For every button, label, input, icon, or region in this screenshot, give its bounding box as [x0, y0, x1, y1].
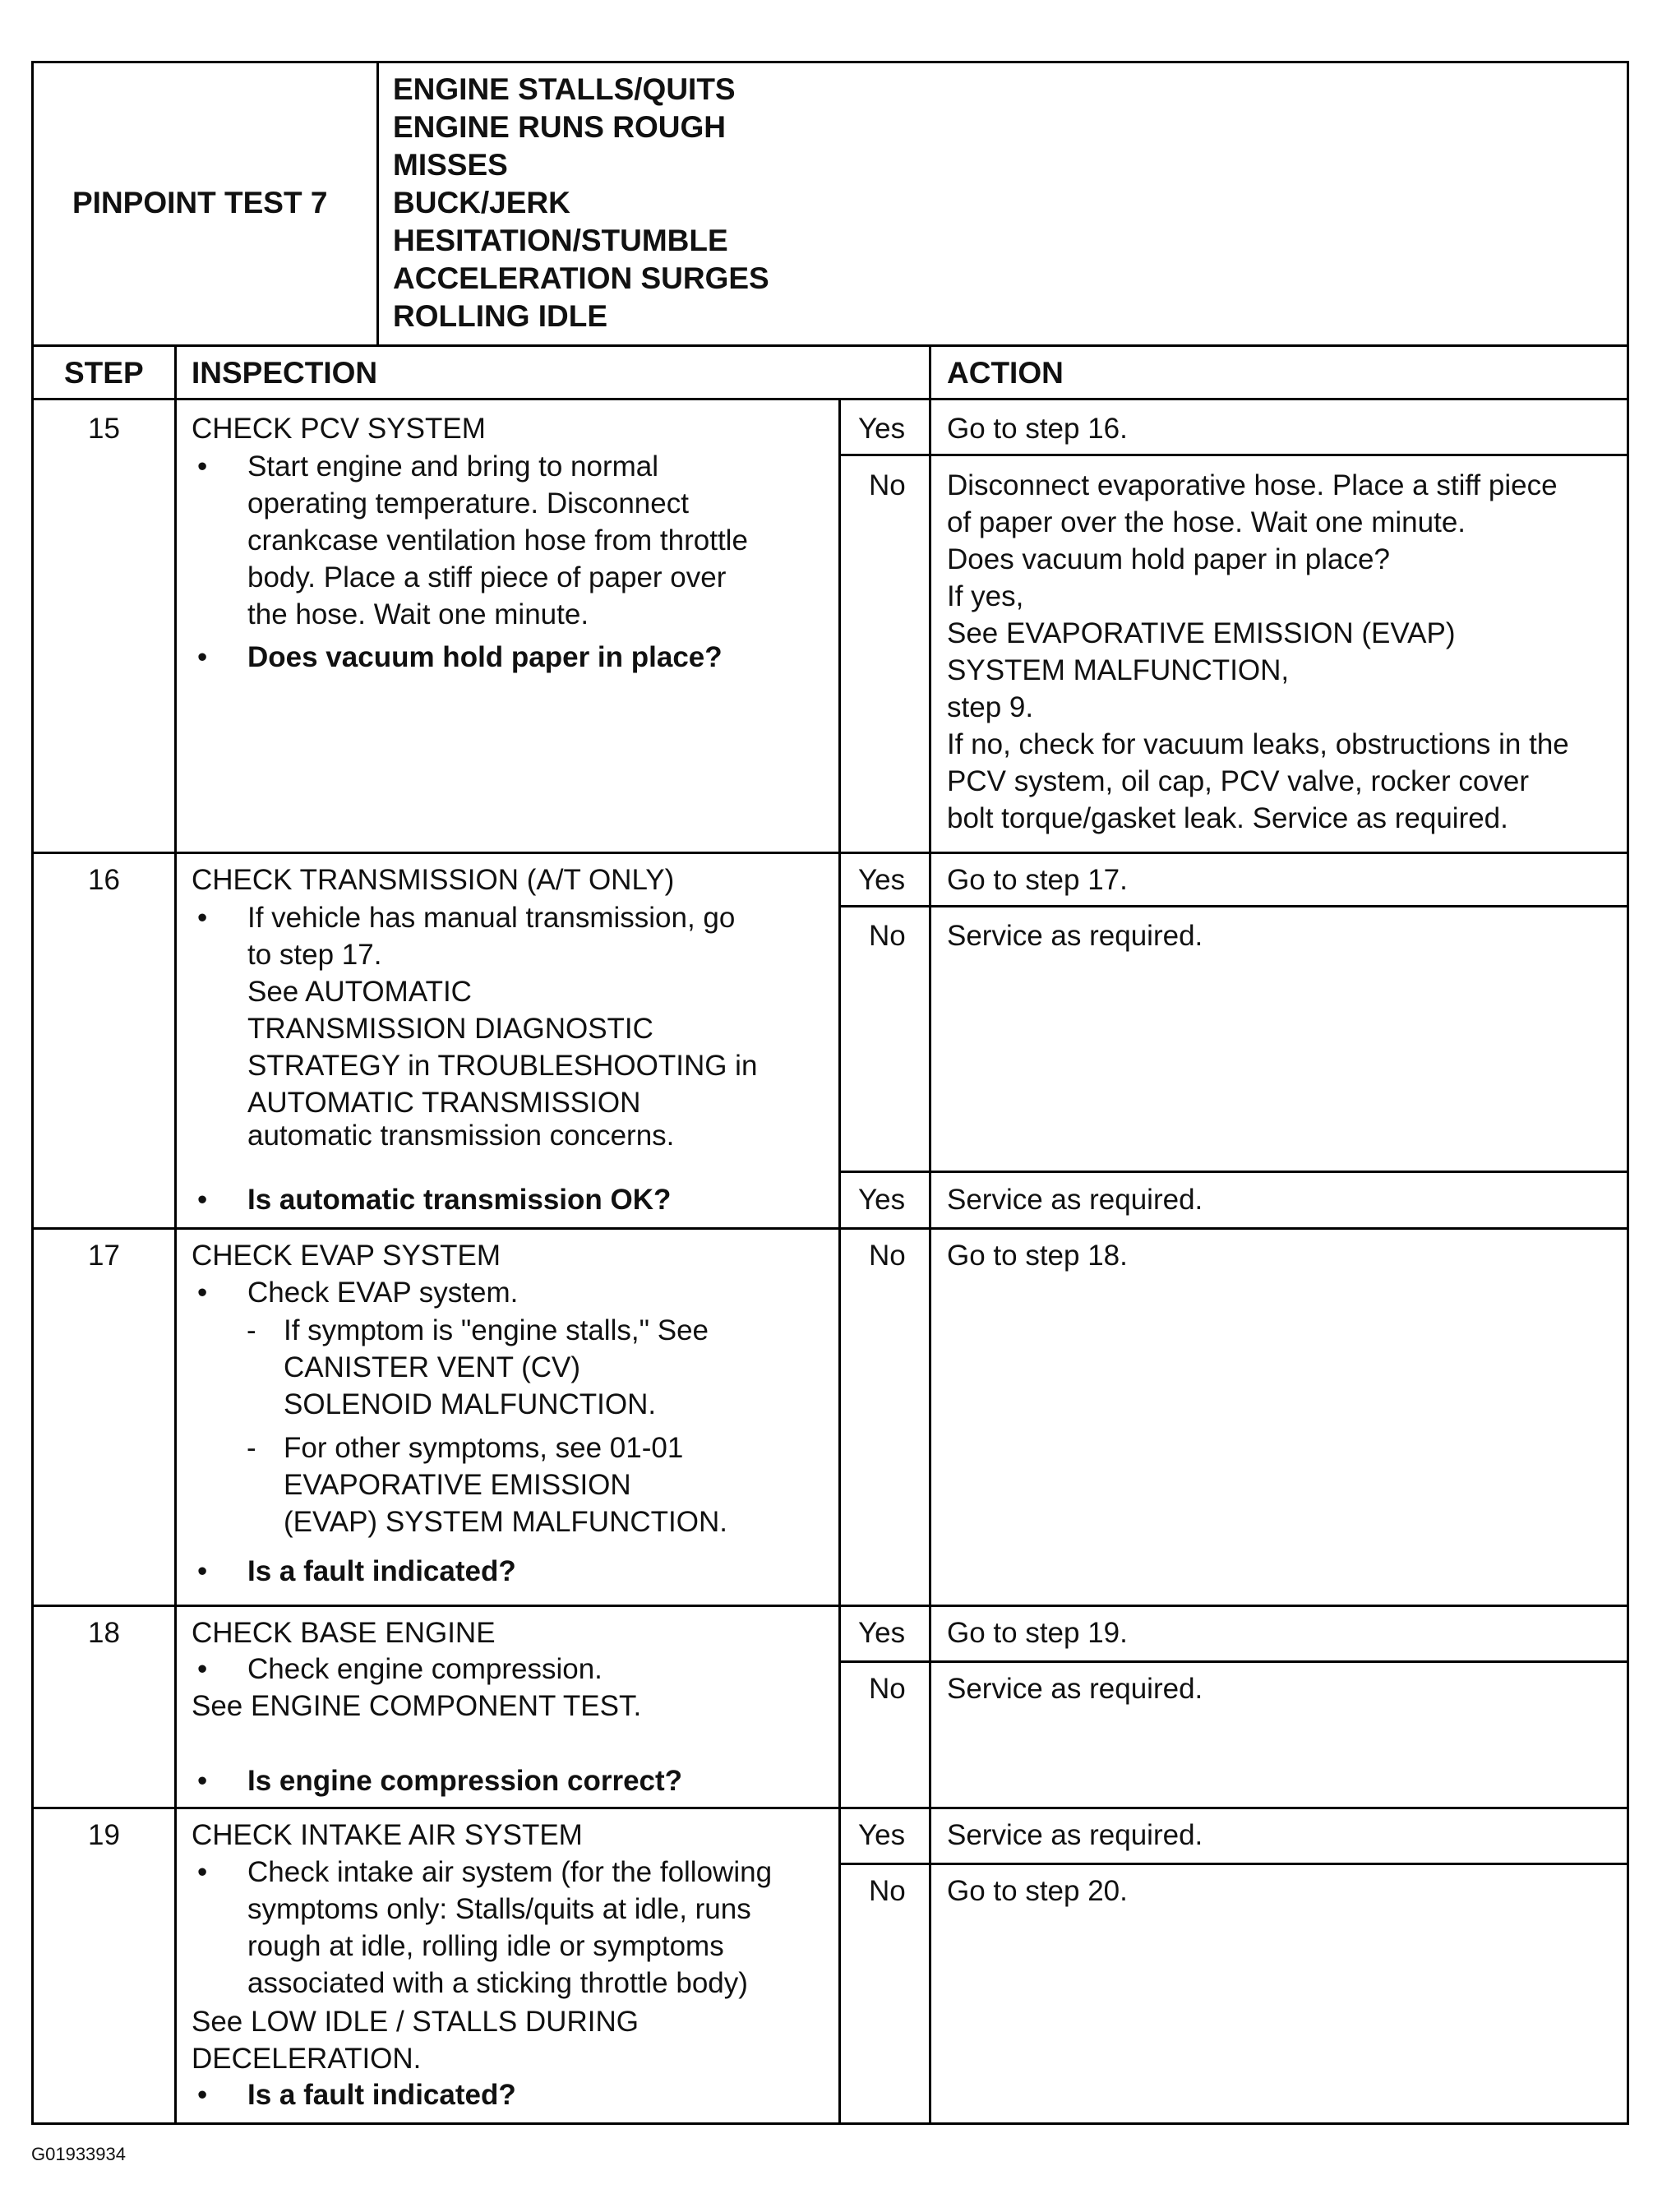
instruction-line: See AUTOMATIC: [247, 976, 472, 1008]
instruction-line: (EVAP) SYSTEM MALFUNCTION.: [284, 1506, 727, 1538]
no-action-line: step 9.: [947, 691, 1034, 723]
instruction-line: to step 17.: [247, 939, 382, 971]
instruction-line: EVAPORATIVE EMISSION: [284, 1469, 631, 1501]
yes-label: Yes: [858, 1819, 906, 1851]
instruction-line: crankcase ventilation hose from throttle: [247, 524, 748, 556]
instruction-line: operating temperature. Disconnect: [247, 487, 689, 520]
symptom-item: ENGINE STALLS/QUITS: [393, 72, 736, 106]
column-header-inspection: INSPECTION: [192, 356, 378, 390]
no-action-line: SYSTEM MALFUNCTION,: [947, 654, 1290, 686]
no-action: Go to step 20.: [947, 1875, 1128, 1907]
bullet-icon: •: [197, 450, 208, 483]
step-number: 18: [88, 1617, 120, 1649]
no-action: Service as required.: [947, 1673, 1203, 1705]
yes-label: Yes: [858, 1617, 906, 1649]
pinpoint-test-label: PINPOINT TEST 7: [72, 186, 328, 219]
no-action-line: of paper over the hose. Wait one minute.: [947, 506, 1466, 538]
step-question: Is a fault indicated?: [247, 1555, 516, 1587]
step-number: 16: [88, 864, 120, 896]
instruction-line: If symptom is "engine stalls," See: [284, 1314, 709, 1346]
dash-icon: -: [247, 1314, 256, 1346]
bullet-icon: •: [197, 1184, 208, 1216]
no-action-line: Disconnect evaporative hose. Place a stiff piece: [947, 469, 1558, 501]
no-label: No: [869, 469, 906, 501]
instruction-line: See LOW IDLE / STALLS DURING: [192, 2006, 639, 2038]
instruction-line: See ENGINE COMPONENT TEST.: [192, 1690, 642, 1722]
instruction-line: CANISTER VENT (CV): [284, 1351, 581, 1383]
step-number: 19: [88, 1819, 120, 1851]
symptom-item: BUCK/JERK: [393, 186, 570, 219]
no-action-line: If yes,: [947, 580, 1024, 612]
bullet-icon: •: [197, 2079, 208, 2111]
figure-id: G01933934: [31, 2144, 126, 2164]
step-title: CHECK TRANSMISSION (A/T ONLY): [192, 864, 675, 896]
no-label: No: [869, 1240, 906, 1272]
bullet-icon: •: [197, 1653, 208, 1685]
symptom-item: HESITATION/STUMBLE: [393, 224, 728, 257]
symptom-item: ROLLING IDLE: [393, 299, 608, 333]
bullet-icon: •: [197, 1856, 208, 1888]
step-title: CHECK BASE ENGINE: [192, 1617, 496, 1649]
step-number: 15: [88, 413, 120, 445]
instruction-line: Start engine and bring to normal: [247, 450, 659, 483]
yes-label: Yes: [858, 413, 906, 445]
no-action-line: If no, check for vacuum leaks, obstructions in the: [947, 728, 1569, 760]
yes-action: Service as required.: [947, 1184, 1203, 1216]
no-action-line: See EVAPORATIVE EMISSION (EVAP): [947, 617, 1456, 649]
step-title: CHECK PCV SYSTEM: [192, 413, 486, 445]
yes-action: Go to step 19.: [947, 1617, 1128, 1649]
instruction-line: For other symptoms, see 01-01: [284, 1432, 684, 1464]
instruction-line: Check engine compression.: [247, 1653, 603, 1685]
step-question: Is engine compression correct?: [247, 1765, 683, 1797]
no-label: No: [869, 1673, 906, 1705]
no-action: Go to step 18.: [947, 1240, 1128, 1272]
bullet-icon: •: [197, 1765, 208, 1797]
instruction-line: STRATEGY in TROUBLESHOOTING in: [247, 1050, 758, 1082]
no-action-line: Does vacuum hold paper in place?: [947, 543, 1390, 575]
no-action-line: bolt torque/gasket leak. Service as required.: [947, 802, 1508, 834]
instruction-line: AUTOMATIC TRANSMISSION: [247, 1087, 641, 1119]
instruction-line: body. Place a stiff piece of paper over: [247, 561, 727, 593]
column-header-action: ACTION: [947, 356, 1064, 390]
step-title: CHECK INTAKE AIR SYSTEM: [192, 1819, 583, 1851]
instruction-line: If vehicle has manual transmission, go: [247, 902, 736, 934]
no-action: Service as required.: [947, 920, 1203, 952]
bullet-icon: •: [197, 902, 208, 934]
bullet-icon: •: [197, 641, 208, 673]
bullet-icon: •: [197, 1555, 208, 1587]
symptom-item: ENGINE RUNS ROUGH: [393, 110, 726, 144]
bullet-icon: •: [197, 1277, 208, 1309]
yes-label: Yes: [858, 1184, 906, 1216]
instruction-line: the hose. Wait one minute.: [247, 598, 589, 630]
instruction-line: TRANSMISSION DIAGNOSTIC: [247, 1013, 653, 1045]
no-action-line: PCV system, oil cap, PCV valve, rocker cover: [947, 765, 1529, 797]
step-question: Is a fault indicated?: [247, 2079, 516, 2111]
yes-label: Yes: [858, 864, 906, 896]
yes-action: Go to step 16.: [947, 413, 1128, 445]
instruction-line: Check EVAP system.: [247, 1277, 519, 1309]
yes-action: Go to step 17.: [947, 864, 1128, 896]
instruction-line: associated with a sticking throttle body): [247, 1967, 748, 1999]
dash-icon: -: [247, 1432, 256, 1464]
no-label: No: [869, 1875, 906, 1907]
step-number: 17: [88, 1240, 120, 1272]
instruction-line: DECELERATION.: [192, 2043, 422, 2075]
no-label: No: [869, 920, 906, 952]
instruction-line: automatic transmission concerns.: [247, 1120, 675, 1152]
column-header-step: STEP: [64, 356, 144, 390]
symptom-item: ACCELERATION SURGES: [393, 261, 769, 295]
instruction-line: Check intake air system (for the following: [247, 1856, 773, 1888]
step-title: CHECK EVAP SYSTEM: [192, 1240, 501, 1272]
step-question: Is automatic transmission OK?: [247, 1184, 672, 1216]
yes-action: Service as required.: [947, 1819, 1203, 1851]
instruction-line: rough at idle, rolling idle or symptoms: [247, 1930, 724, 1962]
step-question: Does vacuum hold paper in place?: [247, 641, 723, 673]
instruction-line: symptoms only: Stalls/quits at idle, runs: [247, 1893, 751, 1925]
symptom-item: MISSES: [393, 148, 508, 182]
instruction-line: SOLENOID MALFUNCTION.: [284, 1388, 657, 1420]
